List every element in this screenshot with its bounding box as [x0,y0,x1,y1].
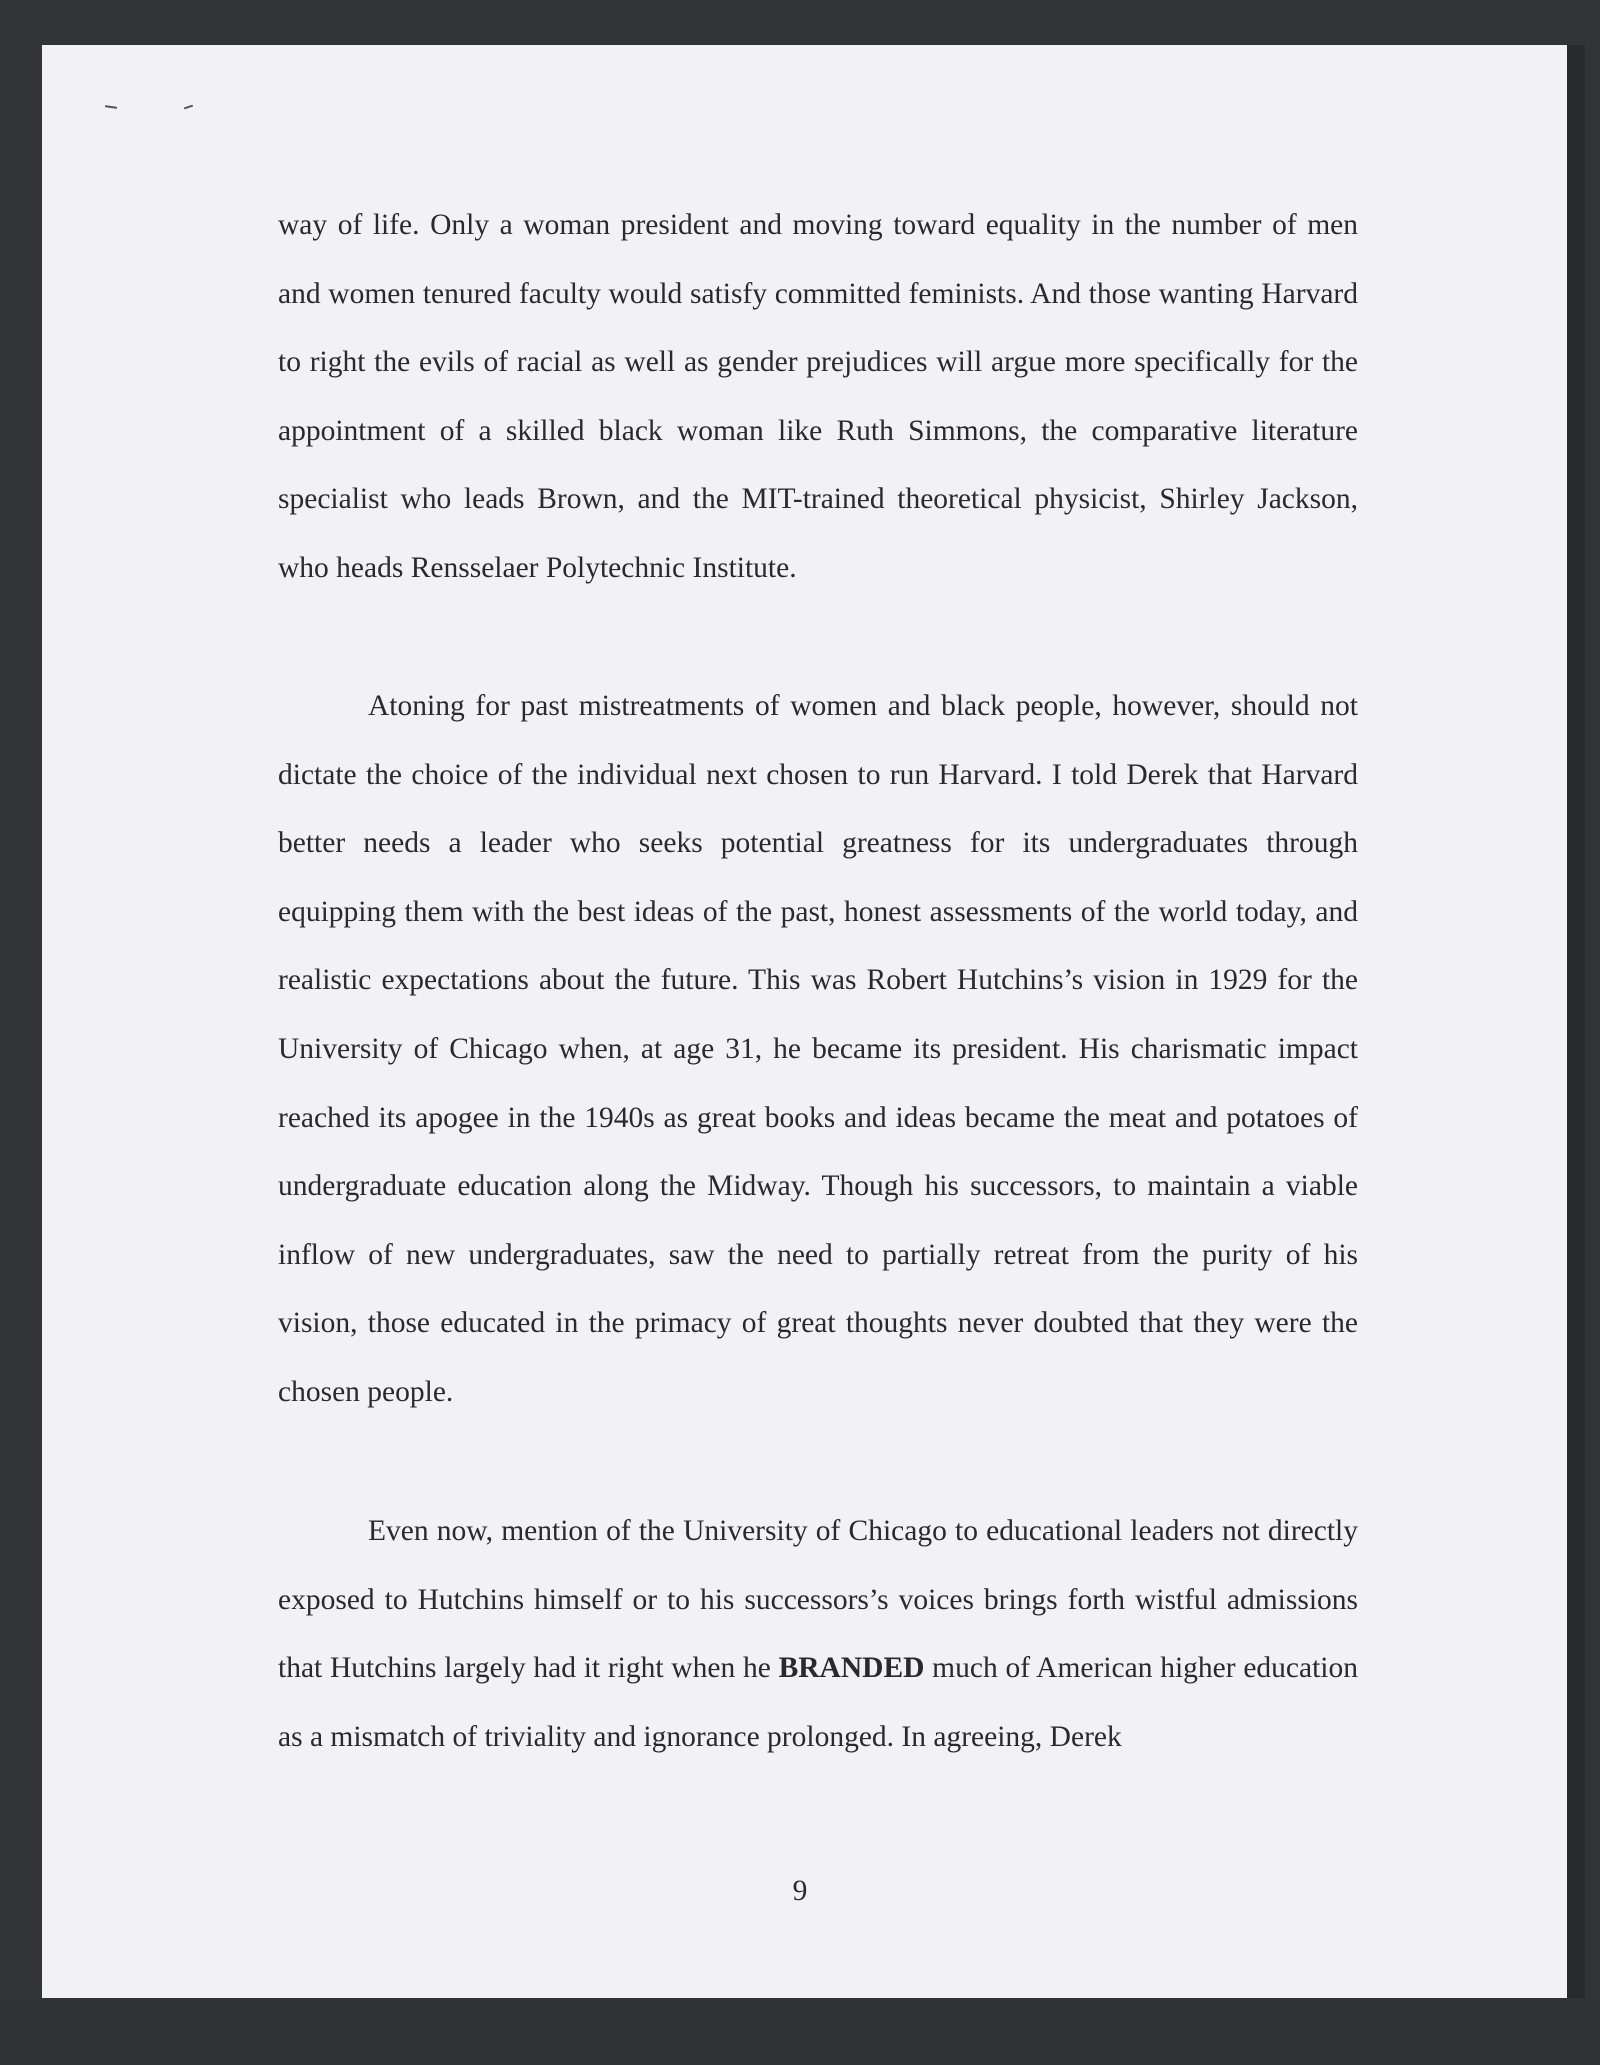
paragraph-3 [278,1497,1358,1771]
scan-background-strip [0,1998,1600,2065]
paragraph-1: way of life. Only a woman president and moving toward equality in the number of men and women tenured faculty would satisfy committed feminists. And those wanting Harvard to right the evils of racial as well as gender prejudices will argue more specifically for the appointment of a skilled black woman like Ruth Simmons, the comparative literature specialist who leads Brown, and the MIT-trained theoretical physicist, Shirley Jackson, who heads Rensselaer Polytechnic Institute. [278,209,1358,584]
emphasized-word: BRANDED [778,1652,925,1685]
paragraph-2: Atoning for past mistreatments of women and black people, however, should not dictate the choice of the individual next chosen to run Harvard. I told Derek that Harvard better needs a leader who seeks potential greatness for its undergraduates through equipping them with the best ideas of the past, honest assessments of the world today, and realistic expectations about the future. This was Robert Hutchins’s vision in 1929 for the University of Chicago when, at age 31, he became its president. His charismatic impact reached its apogee in the 1940s as great books and ideas became the meat and potatoes of undergraduate education along the Midway. Though his successors, to maintain a viable inflow of new undergraduates, saw the need to partially retreat from the purity of his vision, those educated in the primacy of great thoughts never doubted that they were the chosen people. [278,690,1358,1408]
page-number: 9 [792,1875,808,1907]
paragraph-3-text-after: much of American higher education as a mismatch of triviality and ignorance prolonged. In agreeing, Derek [278,1652,1358,1753]
page-edge-shadow [1567,45,1585,1998]
paragraph-3-text-before: Even now, mention of the University of Chicago to educational leaders not directly exposed to Hutchins himself or to his successors’s voices brings forth wistful admissions that Hutchins largely had it right when he [278,1515,1358,1685]
